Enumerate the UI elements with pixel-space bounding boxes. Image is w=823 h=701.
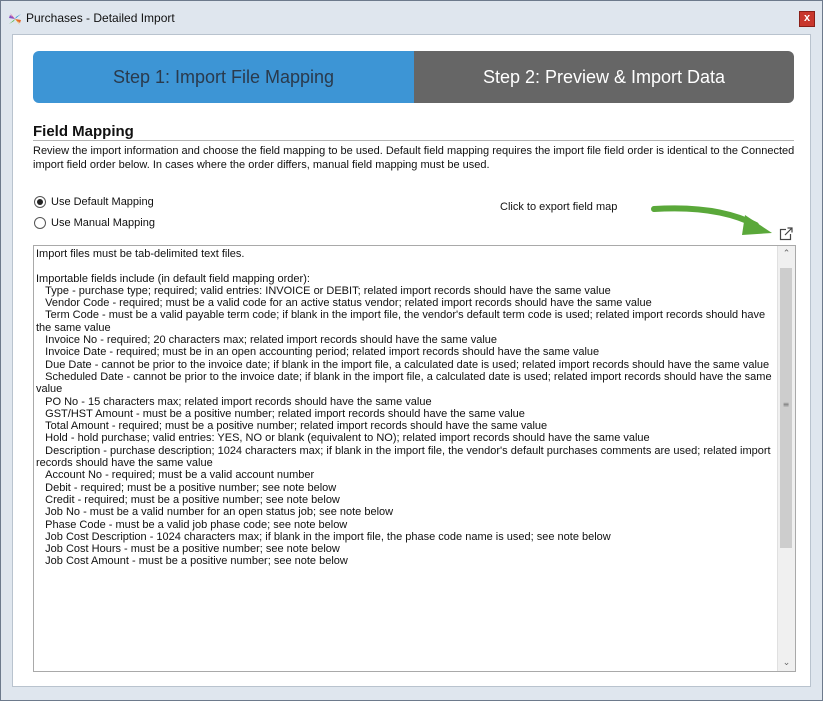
title-bar: [1, 1, 822, 33]
info-line: Scheduled Date - cannot be prior to the invoice date; if blank in the import file, a calculated date is used; related import records should have the same value: [36, 370, 772, 396]
info-line: Term Code - must be a valid payable term code; if blank in the import file, the vendor's default term code is used; related import records should have the same value: [36, 309, 766, 334]
section-title: Field Mapping: [33, 123, 134, 140]
info-line: Hold - hold purchase; valid entries: YES, NO or blank (equivalent to NO); related import records should have the same value: [36, 432, 650, 445]
info-line: Credit - required; must be a positive number; see note below: [36, 493, 340, 506]
default-mapping-label: Use Default Mapping: [51, 196, 154, 208]
info-line: PO No - 15 characters max; related import records should have the same value: [36, 395, 432, 408]
info-line: GST/HST Amount - must be a positive number; related import records should have the same value: [36, 407, 525, 420]
info-line: Job Cost Amount - must be a positive number; see note below: [36, 555, 348, 568]
step1-label: Step 1: Import File Mapping: [112, 66, 335, 87]
export-hint: Click to export field map: [500, 201, 618, 213]
import-info-text: [36, 248, 774, 568]
vertical-scrollbar[interactable]: [777, 246, 795, 671]
step1-tab[interactable]: [33, 51, 414, 103]
scroll-thumb[interactable]: [780, 268, 792, 548]
info-line: Total Amount - required; must be a positive number; related import records should have the same value: [36, 420, 548, 433]
section-description: Review the import information and choose the field mapping to be used. Default field mapping requires the import file field order is identical to the Connected import field order below. In cases where the order differs, manual field mapping must be used.: [33, 145, 795, 171]
info-line: Type - purchase type; required; valid entries: INVOICE or DEBIT; related import records should have the same value: [36, 284, 611, 297]
content-panel: [12, 34, 811, 687]
grip-icon: ≡: [782, 400, 790, 409]
info-line: Invoice Date - required; must be in an open accounting period; related import records should have the same value: [36, 346, 600, 359]
step2-label: Step 2: Preview & Import Data: [482, 66, 726, 87]
info-line: Import files must be tab-delimited text files.: [36, 248, 245, 260]
info-line: Account No - required; must be a valid account number: [36, 469, 315, 482]
external-link-icon[interactable]: [779, 227, 793, 241]
info-line: Due Date - cannot be prior to the invoice date; if blank in the import file, a calculated date is used; related import records should have the same value: [36, 358, 770, 371]
default-mapping-option[interactable]: [34, 196, 154, 208]
info-line: Job No - must be a valid number for an open status job; see note below: [36, 506, 394, 519]
info-line: Vendor Code - required; must be a valid code for an active status vendor; related import records should have the same value: [36, 297, 652, 310]
green-arrow-icon: [648, 195, 778, 240]
manual-mapping-radio[interactable]: [34, 217, 46, 229]
pinwheel-icon: [8, 12, 22, 26]
info-line: [36, 260, 774, 272]
manual-mapping-label: Use Manual Mapping: [51, 217, 155, 229]
import-info-box[interactable]: [33, 245, 796, 672]
section-divider: [33, 140, 794, 141]
info-line: Invoice No - required; 20 characters max; related import records should have the same value: [36, 334, 498, 347]
info-line: Phase Code - must be a valid job phase code; see note below: [36, 518, 348, 531]
scroll-up-icon[interactable]: ⌃: [778, 246, 795, 262]
close-icon: x: [803, 12, 811, 24]
scroll-down-icon[interactable]: ⌄: [778, 655, 795, 671]
manual-mapping-option[interactable]: [34, 217, 155, 229]
info-line: Job Cost Description - 1024 characters max; if blank in the import file, the phase code name is used; see note below: [36, 530, 611, 543]
window-title: Purchases - Detailed Import: [26, 11, 175, 25]
info-line: Debit - required; must be a positive number; see note below: [36, 481, 337, 494]
close-button[interactable]: [799, 11, 815, 27]
step2-tab[interactable]: [414, 51, 794, 103]
info-line: Importable fields include (in default field mapping order):: [36, 272, 310, 285]
info-line: Job Cost Hours - must be a positive number; see note below: [36, 543, 340, 556]
info-line: Description - purchase description; 1024 characters max; if blank in the import file, the vendor's default purchases comments are used; related import records should have the same value: [36, 444, 771, 470]
default-mapping-radio[interactable]: [34, 196, 46, 208]
